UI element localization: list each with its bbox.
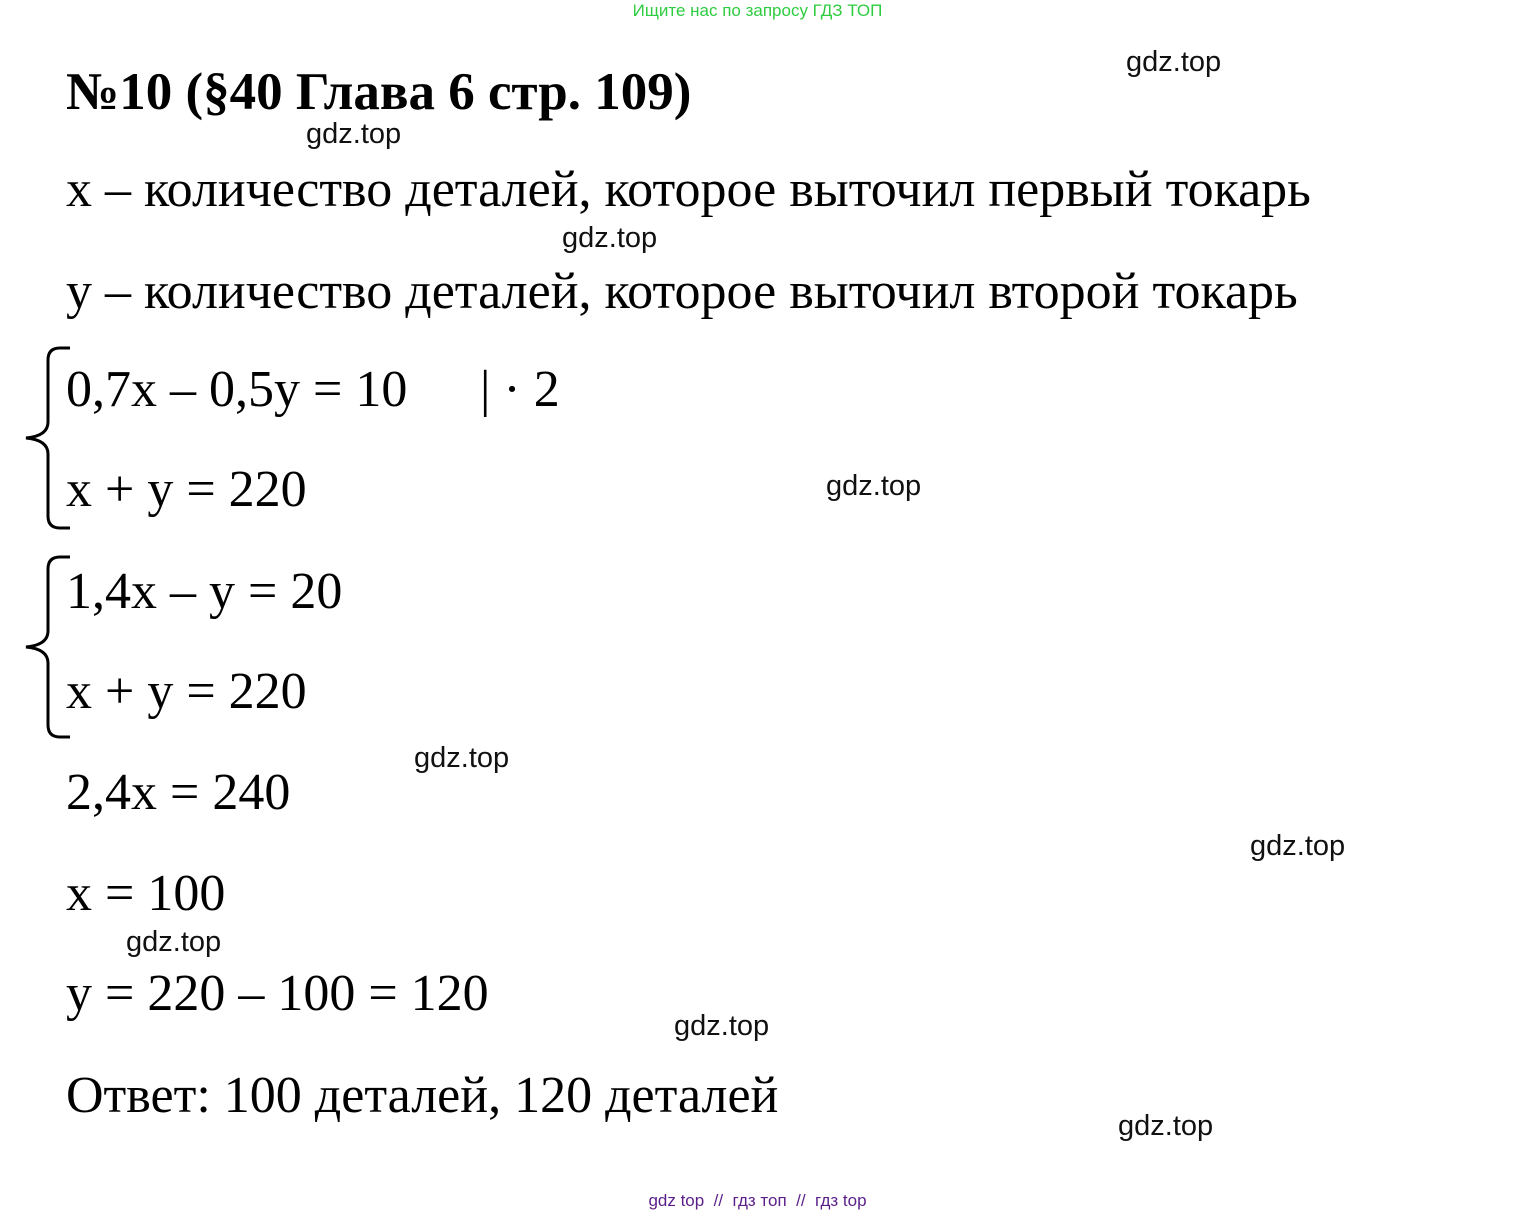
- page-title: №10 (§40 Глава 6 стр. 109): [66, 63, 692, 121]
- watermark: gdz.top: [414, 742, 510, 774]
- system1-equation-2: x + y = 220: [66, 461, 307, 518]
- system1-multiplier-note: | · 2: [480, 361, 560, 418]
- step-2: x = 100: [66, 865, 226, 922]
- watermark: gdz.top: [306, 118, 402, 150]
- definition-y: y – количество деталей, которое выточил второй токарь: [66, 263, 1298, 320]
- watermark: gdz.top: [1118, 1110, 1214, 1142]
- system2-equation-2: x + y = 220: [66, 663, 307, 720]
- watermark: gdz.top: [126, 926, 222, 958]
- footer-links: gdz top // гдз топ // гдз top: [648, 1191, 867, 1210]
- system2-equation-1: 1,4x – y = 20: [66, 563, 343, 620]
- watermark: gdz.top: [826, 470, 922, 502]
- definition-x: x – количество деталей, которое выточил первый токарь: [66, 161, 1311, 218]
- answer: Ответ: 100 деталей, 120 деталей: [66, 1067, 779, 1124]
- watermark: gdz.top: [674, 1010, 770, 1042]
- step-1: 2,4x = 240: [66, 764, 291, 821]
- system1-equation-1: 0,7x – 0,5y = 10: [66, 361, 408, 418]
- system-brace-icon: [22, 346, 72, 530]
- watermark: gdz.top: [1126, 46, 1222, 78]
- watermark: gdz.top: [1250, 830, 1346, 862]
- step-3: y = 220 – 100 = 120: [66, 965, 489, 1022]
- search-banner: Ищите нас по запросу ГДЗ ТОП: [632, 1, 883, 20]
- system-brace-icon: [22, 555, 72, 739]
- watermark: gdz.top: [562, 222, 658, 254]
